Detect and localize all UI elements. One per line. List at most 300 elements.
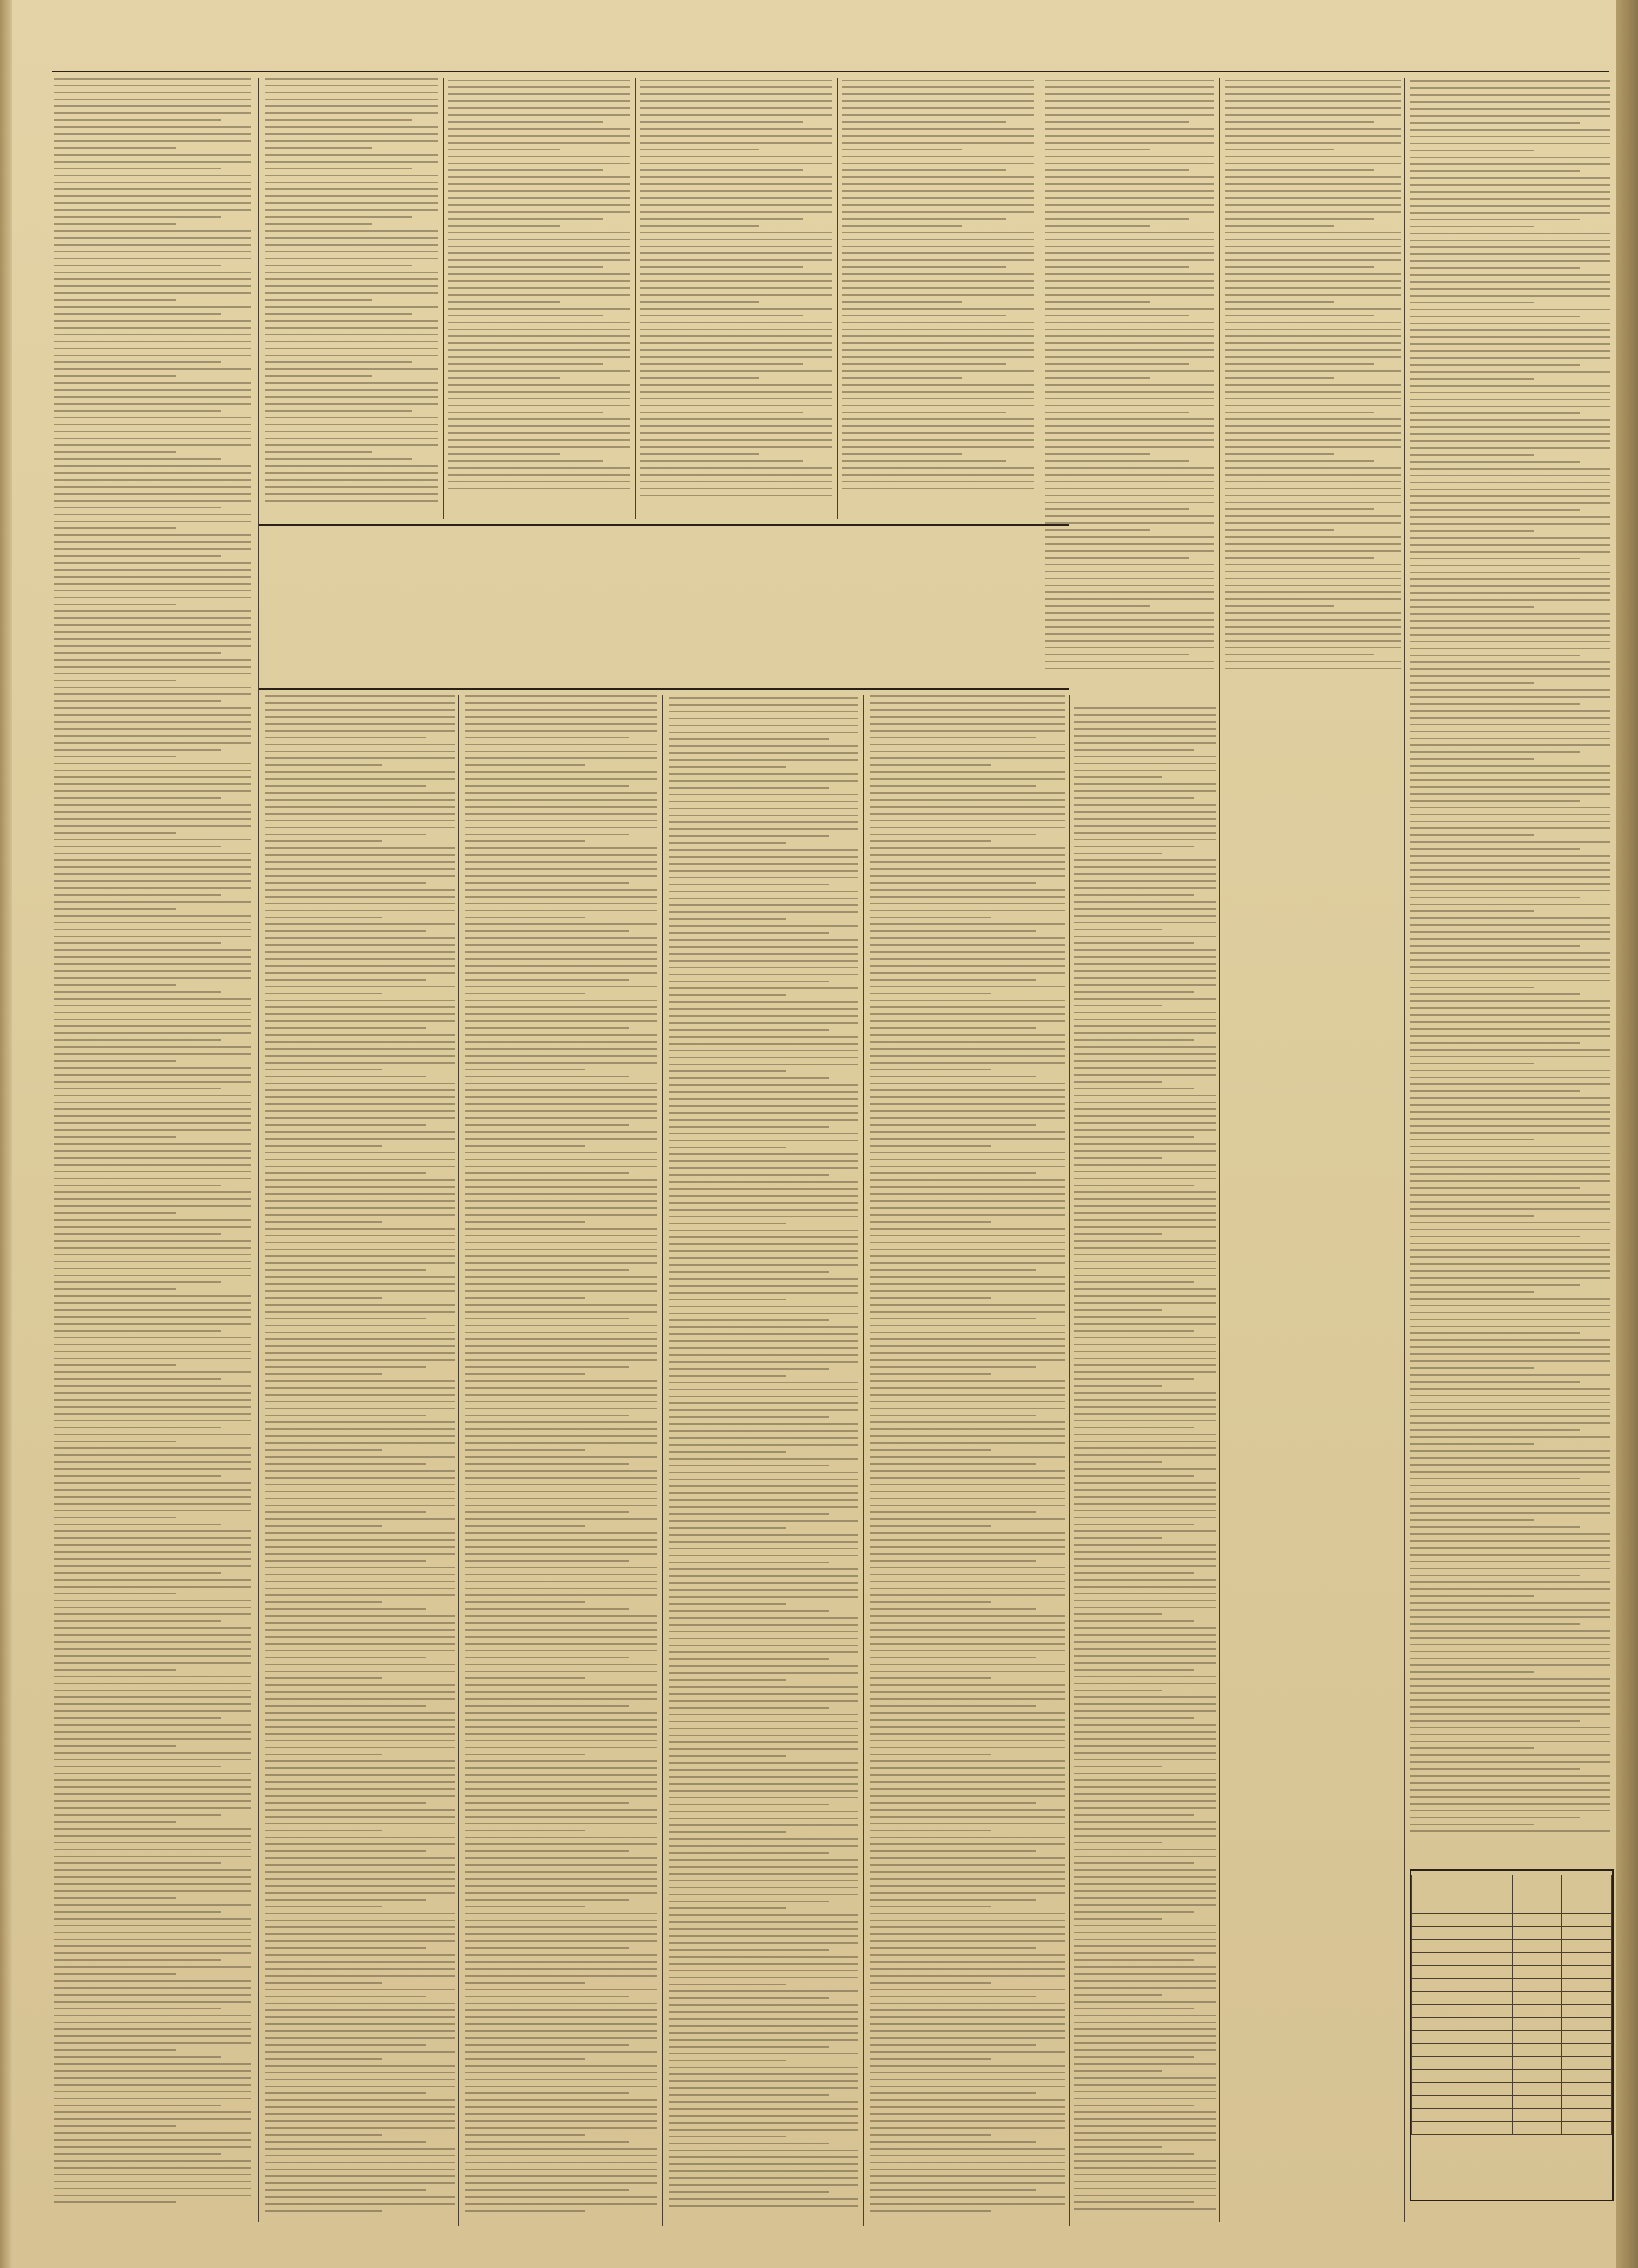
illegible-text-line xyxy=(265,1574,455,1575)
meteo-cell xyxy=(1412,1940,1462,1953)
illegible-text-line xyxy=(640,252,832,254)
meteo-cell xyxy=(1512,2057,1562,2070)
illegible-text-line xyxy=(1410,772,1610,774)
meteo-row xyxy=(1412,2070,1612,2083)
illegible-text-line xyxy=(265,2169,455,2170)
illegible-text-line xyxy=(54,1295,251,1297)
illegible-text-line xyxy=(1225,218,1374,220)
illegible-text-line xyxy=(265,820,455,821)
illegible-text-line xyxy=(1410,627,1610,629)
column-rule xyxy=(1219,78,1220,2222)
illegible-text-line xyxy=(54,168,221,169)
illegible-text-line xyxy=(265,930,426,932)
illegible-text-line xyxy=(669,1658,829,1660)
illegible-text-line xyxy=(870,2210,991,2212)
illegible-text-line xyxy=(842,315,1006,316)
illegible-text-line xyxy=(465,1463,629,1465)
illegible-text-line xyxy=(870,2016,1065,2018)
illegible-text-line xyxy=(1074,1973,1216,1975)
meteo-cell xyxy=(1562,2005,1612,2018)
illegible-text-line xyxy=(448,481,630,482)
illegible-text-line xyxy=(265,1525,382,1527)
illegible-text-line xyxy=(54,438,251,439)
illegible-text-line xyxy=(54,1074,251,1076)
illegible-text-line xyxy=(54,1316,251,1318)
illegible-text-line xyxy=(265,923,455,925)
illegible-text-line xyxy=(669,2025,858,2027)
illegible-text-line xyxy=(54,936,251,937)
illegible-text-line xyxy=(1410,1077,1610,1078)
illegible-text-line xyxy=(1045,626,1214,628)
illegible-text-line xyxy=(870,1878,1065,1880)
illegible-text-line xyxy=(1074,1703,1216,1705)
illegible-text-line xyxy=(669,1700,858,1702)
illegible-text-line xyxy=(1074,1710,1216,1712)
illegible-text-line xyxy=(265,1823,455,1824)
illegible-text-line xyxy=(870,1034,1065,1036)
illegible-text-line xyxy=(465,1352,657,1354)
illegible-text-line xyxy=(870,1463,1036,1465)
illegible-text-line xyxy=(54,1323,251,1325)
illegible-text-line xyxy=(1074,846,1194,847)
illegible-text-line xyxy=(54,846,221,847)
illegible-text-line xyxy=(465,1000,657,1001)
illegible-text-line xyxy=(54,444,251,446)
illegible-text-line xyxy=(54,1973,176,1975)
illegible-text-line xyxy=(870,1823,1065,1824)
illegible-text-line xyxy=(1410,336,1610,338)
illegible-text-line xyxy=(54,548,251,550)
illegible-text-line xyxy=(465,1719,657,1721)
illegible-text-line xyxy=(669,1686,858,1688)
illegible-text-line xyxy=(870,1788,1065,1790)
illegible-text-line xyxy=(870,764,991,766)
illegible-text-line xyxy=(1225,335,1401,337)
illegible-text-line xyxy=(870,2148,1065,2150)
illegible-text-line xyxy=(870,1982,991,1984)
illegible-text-line xyxy=(265,251,438,252)
meteo-cell xyxy=(1412,2031,1462,2044)
illegible-text-line xyxy=(54,182,251,183)
illegible-text-line xyxy=(1045,266,1189,268)
illegible-text-line xyxy=(870,2175,1065,2177)
illegible-text-line xyxy=(54,1198,251,1200)
illegible-text-line xyxy=(448,391,630,393)
illegible-text-line xyxy=(640,121,803,123)
illegible-text-line xyxy=(1410,1222,1610,1223)
illegible-text-line xyxy=(870,1297,991,1299)
illegible-text-line xyxy=(870,2009,1065,2011)
illegible-text-line xyxy=(54,1800,251,1802)
illegible-text-line xyxy=(669,835,829,837)
meteo-cell xyxy=(1512,1966,1562,1979)
illegible-text-line xyxy=(465,820,657,821)
illegible-text-line xyxy=(640,204,832,206)
illegible-text-line xyxy=(54,237,251,239)
illegible-text-line xyxy=(265,2037,455,2039)
illegible-text-line xyxy=(1074,1046,1216,1048)
illegible-text-line xyxy=(54,1392,251,1394)
illegible-text-line xyxy=(54,1607,251,1608)
illegible-text-line xyxy=(265,937,455,939)
illegible-text-line xyxy=(1074,1330,1194,1332)
illegible-text-line xyxy=(465,1781,657,1783)
illegible-text-line xyxy=(1045,363,1189,365)
illegible-text-line xyxy=(870,1664,1065,1665)
illegible-text-line xyxy=(265,1089,455,1091)
illegible-text-line xyxy=(465,1269,629,1271)
illegible-text-line xyxy=(669,2129,858,2131)
illegible-text-line xyxy=(1410,924,1610,926)
illegible-text-line xyxy=(54,1724,251,1726)
illegible-text-line xyxy=(870,1442,1065,1444)
illegible-text-line xyxy=(465,861,657,863)
illegible-text-line xyxy=(265,2196,455,2198)
illegible-text-line xyxy=(1074,956,1216,958)
illegible-text-line xyxy=(870,1733,1065,1735)
illegible-text-line xyxy=(1410,309,1610,310)
illegible-text-line xyxy=(842,370,1034,372)
illegible-text-line xyxy=(265,1421,455,1423)
illegible-text-line xyxy=(265,1588,455,1589)
illegible-text-line xyxy=(54,1233,221,1235)
illegible-text-line xyxy=(465,1408,657,1409)
illegible-text-line xyxy=(54,299,176,301)
column-rule xyxy=(863,695,864,2226)
illegible-text-line xyxy=(1074,1807,1216,1809)
column-3-lower xyxy=(465,695,657,2226)
illegible-text-line xyxy=(1410,412,1580,414)
illegible-text-line xyxy=(870,1428,1065,1430)
illegible-text-line xyxy=(640,363,803,365)
illegible-text-line xyxy=(1410,1734,1610,1735)
illegible-text-line xyxy=(448,474,630,476)
illegible-text-line xyxy=(870,1283,1065,1285)
illegible-text-line xyxy=(669,1285,858,1287)
illegible-text-line xyxy=(1074,2022,1216,2023)
illegible-text-line xyxy=(465,2148,657,2150)
illegible-text-line xyxy=(54,278,251,280)
illegible-text-line xyxy=(448,460,603,462)
illegible-text-line xyxy=(465,1996,629,1997)
illegible-text-line xyxy=(465,1975,657,1977)
illegible-text-line xyxy=(640,149,759,150)
illegible-text-line xyxy=(448,100,630,102)
illegible-text-line xyxy=(465,1843,657,1845)
illegible-text-line xyxy=(465,1747,657,1748)
illegible-text-line xyxy=(54,1634,251,1636)
meteo-row xyxy=(1412,1901,1612,1914)
illegible-text-line xyxy=(465,757,657,759)
illegible-text-line xyxy=(842,211,1034,213)
illegible-text-line xyxy=(54,624,251,626)
illegible-text-line xyxy=(1410,1651,1610,1652)
illegible-text-line xyxy=(1410,219,1580,220)
illegible-text-line xyxy=(54,1696,251,1698)
illegible-text-line xyxy=(465,1456,657,1458)
illegible-text-line xyxy=(640,80,832,81)
illegible-text-line xyxy=(640,176,832,178)
illegible-text-line xyxy=(54,147,176,149)
illegible-text-line xyxy=(465,1159,657,1160)
illegible-text-line xyxy=(54,1911,221,1913)
illegible-text-line xyxy=(54,1565,251,1567)
illegible-text-line xyxy=(54,942,221,944)
meteo-cell xyxy=(1412,2005,1462,2018)
illegible-text-line xyxy=(842,460,1006,462)
illegible-text-line xyxy=(870,1069,991,1070)
illegible-text-line xyxy=(54,1012,251,1013)
illegible-text-line xyxy=(1074,853,1162,854)
illegible-text-line xyxy=(1225,640,1401,642)
illegible-text-line xyxy=(1074,1150,1216,1152)
illegible-text-line xyxy=(669,1243,858,1245)
illegible-text-line xyxy=(669,1645,858,1646)
illegible-text-line xyxy=(54,1219,251,1221)
illegible-text-line xyxy=(54,818,251,820)
meteo-cell xyxy=(1462,1953,1512,1966)
illegible-text-line xyxy=(669,2198,858,2200)
illegible-text-line xyxy=(1410,1249,1610,1251)
illegible-text-line xyxy=(1074,1454,1216,1456)
illegible-text-line xyxy=(448,163,630,164)
illegible-text-line xyxy=(870,923,1065,925)
illegible-text-line xyxy=(640,425,832,427)
illegible-text-line xyxy=(1045,163,1214,164)
illegible-text-line xyxy=(1045,156,1214,157)
illegible-text-line xyxy=(640,495,832,496)
illegible-text-line xyxy=(1225,266,1374,268)
illegible-text-line xyxy=(54,1600,251,1601)
illegible-text-line xyxy=(1074,908,1216,910)
illegible-text-line xyxy=(448,252,630,254)
illegible-text-line xyxy=(54,929,251,930)
illegible-text-line xyxy=(1410,323,1610,324)
illegible-text-line xyxy=(1074,1918,1162,1920)
illegible-text-line xyxy=(465,1705,629,1707)
illegible-text-line xyxy=(1074,2063,1216,2065)
illegible-text-line xyxy=(669,1430,858,1432)
illegible-text-line xyxy=(265,444,438,446)
illegible-text-line xyxy=(870,2196,1065,2198)
illegible-text-line xyxy=(54,410,221,412)
illegible-text-line xyxy=(870,1684,1065,1686)
meteo-row xyxy=(1412,2096,1612,2109)
illegible-text-line xyxy=(1074,1696,1216,1698)
illegible-text-line xyxy=(1074,1731,1216,1733)
illegible-text-line xyxy=(465,1387,657,1389)
illegible-text-line xyxy=(1074,942,1194,944)
illegible-text-line xyxy=(265,1691,455,1693)
illegible-text-line xyxy=(265,209,438,211)
illegible-text-line xyxy=(669,925,858,927)
illegible-text-line xyxy=(1410,1602,1610,1604)
illegible-text-line xyxy=(265,868,455,870)
illegible-text-line xyxy=(54,493,251,495)
illegible-text-line xyxy=(465,1933,657,1935)
illegible-text-line xyxy=(465,1913,657,1914)
illegible-text-line xyxy=(265,1899,426,1901)
illegible-text-line xyxy=(448,114,630,116)
illegible-text-line xyxy=(54,1475,221,1477)
illegible-text-line xyxy=(669,1603,786,1605)
illegible-text-line xyxy=(1074,1766,1162,1767)
illegible-text-line xyxy=(265,1041,455,1043)
illegible-text-line xyxy=(1074,1164,1216,1166)
illegible-text-line xyxy=(1045,619,1214,621)
illegible-text-line xyxy=(265,1498,455,1499)
illegible-text-line xyxy=(669,939,858,941)
illegible-text-line xyxy=(669,2011,858,2013)
illegible-text-line xyxy=(640,197,832,199)
illegible-text-line xyxy=(465,1671,657,1672)
illegible-text-line xyxy=(1410,495,1610,497)
illegible-text-line xyxy=(465,1442,657,1444)
illegible-text-line xyxy=(870,1968,1065,1970)
illegible-text-line xyxy=(448,446,630,448)
illegible-text-line xyxy=(1410,945,1580,947)
illegible-text-line xyxy=(870,1048,1065,1050)
illegible-text-line xyxy=(54,334,251,335)
illegible-text-line xyxy=(54,825,251,827)
illegible-text-line xyxy=(448,273,630,275)
illegible-text-line xyxy=(265,896,455,898)
illegible-text-line xyxy=(1074,1413,1216,1415)
illegible-text-line xyxy=(265,834,426,835)
illegible-text-line xyxy=(54,797,221,799)
illegible-text-line xyxy=(1074,790,1216,792)
illegible-text-line xyxy=(265,785,426,787)
illegible-text-line xyxy=(870,1214,1065,1216)
illegible-text-line xyxy=(669,1160,858,1162)
illegible-text-line xyxy=(640,335,832,337)
illegible-text-line xyxy=(1410,1478,1580,1479)
illegible-text-line xyxy=(669,1624,858,1626)
illegible-text-line xyxy=(465,930,629,932)
illegible-text-line xyxy=(870,813,1065,815)
illegible-text-line xyxy=(1410,1270,1610,1272)
illegible-text-line xyxy=(1410,1727,1610,1728)
illegible-text-line xyxy=(465,2196,657,2198)
illegible-text-line xyxy=(1410,1374,1610,1376)
illegible-text-line xyxy=(1410,751,1580,753)
meteo-cell xyxy=(1512,2096,1562,2109)
illegible-text-line xyxy=(1410,177,1610,179)
illegible-text-line xyxy=(54,1240,251,1242)
illegible-text-line xyxy=(1225,93,1401,95)
illegible-text-line xyxy=(54,1406,251,1408)
illegible-text-line xyxy=(1045,439,1214,441)
illegible-text-line xyxy=(54,1537,251,1539)
illegible-text-line xyxy=(265,285,438,287)
illegible-text-line xyxy=(54,1185,221,1186)
illegible-text-line xyxy=(870,1885,1065,1887)
illegible-text-line xyxy=(265,1781,455,1783)
illegible-text-line xyxy=(265,1629,455,1631)
illegible-text-line xyxy=(1410,959,1610,961)
illegible-text-line xyxy=(465,1961,657,1963)
illegible-text-line xyxy=(54,1095,251,1096)
illegible-text-line xyxy=(1074,2084,1216,2086)
illegible-text-line xyxy=(265,368,438,370)
meteo-cell xyxy=(1562,1953,1612,1966)
illegible-text-line xyxy=(842,280,1034,282)
illegible-text-line xyxy=(1225,647,1401,648)
meteo-cell xyxy=(1462,2057,1512,2070)
illegible-text-line xyxy=(1074,2070,1162,2072)
illegible-text-line xyxy=(1410,385,1610,387)
meteo-cell xyxy=(1512,1992,1562,2005)
illegible-text-line xyxy=(1410,578,1610,580)
illegible-text-line xyxy=(54,424,251,425)
illegible-text-line xyxy=(870,1131,1065,1133)
illegible-text-line xyxy=(1410,966,1610,968)
illegible-text-line xyxy=(669,2060,786,2061)
illegible-text-line xyxy=(870,1228,1065,1230)
illegible-text-line xyxy=(465,875,657,877)
illegible-text-line xyxy=(448,370,630,372)
illegible-text-line xyxy=(1074,1800,1216,1802)
illegible-text-line xyxy=(669,960,858,962)
illegible-text-line xyxy=(54,2146,251,2148)
illegible-text-line xyxy=(1074,929,1162,930)
illegible-text-line xyxy=(669,1859,858,1861)
meteo-cell xyxy=(1412,1875,1462,1888)
illegible-text-line xyxy=(465,1345,657,1347)
illegible-text-line xyxy=(265,320,438,322)
illegible-text-line xyxy=(1225,453,1334,455)
illegible-text-line xyxy=(448,335,630,337)
illegible-text-line xyxy=(54,1461,251,1463)
illegible-text-line xyxy=(54,832,176,834)
illegible-text-line xyxy=(54,285,251,287)
meteo-cell xyxy=(1462,1875,1512,1888)
illegible-text-line xyxy=(1074,2188,1216,2189)
illegible-text-line xyxy=(1225,591,1401,593)
meteo-cell xyxy=(1512,1940,1562,1953)
illegible-text-line xyxy=(448,439,630,441)
illegible-text-line xyxy=(1410,862,1610,864)
illegible-text-line xyxy=(1410,1581,1610,1583)
meteo-cell xyxy=(1462,1888,1512,1901)
illegible-text-line xyxy=(1225,225,1334,227)
illegible-text-line xyxy=(1410,1000,1610,1002)
illegible-text-line xyxy=(669,1485,858,1487)
illegible-text-line xyxy=(1074,1959,1194,1961)
illegible-text-line xyxy=(640,114,832,116)
illegible-text-line xyxy=(1074,728,1216,730)
illegible-text-line xyxy=(870,1760,1065,1762)
illegible-text-line xyxy=(1410,973,1610,974)
illegible-text-line xyxy=(870,1913,1065,1914)
illegible-text-line xyxy=(870,1027,1036,1029)
illegible-text-line xyxy=(265,1733,455,1735)
illegible-text-line xyxy=(1410,827,1610,829)
illegible-text-line xyxy=(640,239,832,240)
illegible-text-line xyxy=(870,2127,1065,2129)
illegible-text-line xyxy=(870,2058,991,2060)
illegible-text-line xyxy=(1410,94,1610,96)
illegible-text-line xyxy=(1074,1869,1216,1871)
illegible-text-line xyxy=(870,2162,1065,2163)
illegible-text-line xyxy=(669,738,829,740)
illegible-text-line xyxy=(465,958,657,960)
illegible-text-line xyxy=(640,93,832,95)
illegible-text-line xyxy=(265,1304,455,1306)
illegible-text-line xyxy=(465,1588,657,1589)
illegible-text-line xyxy=(54,1593,176,1594)
illegible-text-line xyxy=(669,1818,858,1819)
